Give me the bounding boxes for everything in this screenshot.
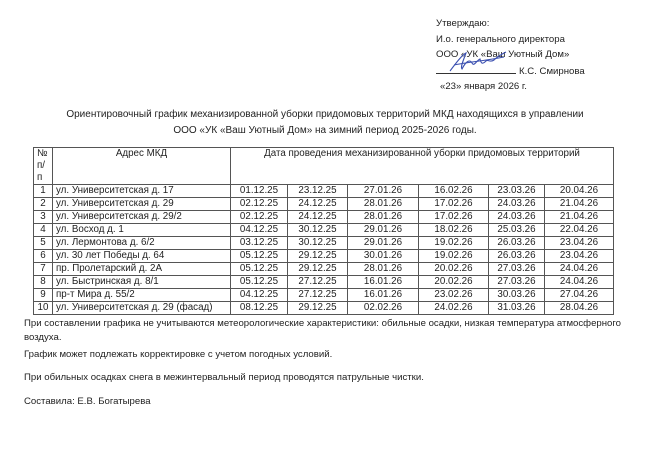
cleaning-date-4: 18.02.26 bbox=[419, 224, 489, 237]
cleaning-date-5: 23.03.26 bbox=[489, 185, 545, 198]
row-number: 3 bbox=[34, 211, 53, 224]
row-number: 6 bbox=[34, 250, 53, 263]
row-address: ул. Университетская д. 29 (фасад) bbox=[53, 302, 231, 315]
cleaning-date-3: 02.02.26 bbox=[348, 302, 419, 315]
cleaning-date-4: 19.02.26 bbox=[419, 250, 489, 263]
cleaning-date-5: 30.03.26 bbox=[489, 289, 545, 302]
cleaning-date-5: 24.03.26 bbox=[489, 198, 545, 211]
row-address: ул. Быстринская д. 8/1 bbox=[53, 276, 231, 289]
document-title bbox=[0, 107, 650, 139]
note-1: При составлении графика не учитываются метеорологические характеристики: обильные осадки, низкая температура атмосферного воздуха. bbox=[24, 318, 622, 343]
title-line-1: Ориентировочный график механизированной уборки придомовых территорий МКД находящихся в управлении bbox=[66, 109, 584, 120]
cleaning-date-2: 30.12.25 bbox=[288, 224, 348, 237]
cleaning-date-4: 16.02.26 bbox=[419, 185, 489, 198]
compiled-by: Составила: Е.В. Богатырева bbox=[24, 396, 151, 407]
cleaning-date-6: 20.04.26 bbox=[545, 185, 614, 198]
approver-position: И.о. генерального директора bbox=[436, 33, 565, 45]
table-row bbox=[34, 289, 614, 302]
row-address: ул. Университетская д. 29/2 bbox=[53, 211, 231, 224]
cleaning-date-2: 24.12.25 bbox=[288, 198, 348, 211]
table-row bbox=[34, 263, 614, 276]
cleaning-date-3: 28.01.26 bbox=[348, 263, 419, 276]
note-2: График может подлежать корректировке с учетом погодных условий. bbox=[24, 349, 333, 360]
signature-field bbox=[436, 63, 516, 74]
cleaning-date-5: 24.03.26 bbox=[489, 211, 545, 224]
cleaning-date-4: 24.02.26 bbox=[419, 302, 489, 315]
cleaning-date-4: 17.02.26 bbox=[419, 211, 489, 224]
row-number: 9 bbox=[34, 289, 53, 302]
table-row bbox=[34, 224, 614, 237]
row-number: 8 bbox=[34, 276, 53, 289]
cleaning-date-2: 23.12.25 bbox=[288, 185, 348, 198]
row-address: ул. Университетская д. 29 bbox=[53, 198, 231, 211]
cleaning-date-5: 25.03.26 bbox=[489, 224, 545, 237]
cleaning-date-1: 03.12.25 bbox=[231, 237, 288, 250]
cleaning-date-3: 30.01.26 bbox=[348, 250, 419, 263]
signatory-name: К.С. Смирнова bbox=[519, 65, 585, 77]
cleaning-date-1: 05.12.25 bbox=[231, 263, 288, 276]
cleaning-date-3: 27.01.26 bbox=[348, 185, 419, 198]
header-dates: Дата проведения механизированной уборки придомовых территорий bbox=[231, 148, 614, 185]
cleaning-date-6: 24.04.26 bbox=[545, 276, 614, 289]
row-number: 5 bbox=[34, 237, 53, 250]
row-address: пр-т Мира д. 55/2 bbox=[53, 289, 231, 302]
row-address: ул. Восход д. 1 bbox=[53, 224, 231, 237]
header-address: Адрес МКД bbox=[53, 148, 231, 185]
cleaning-date-2: 27.12.25 bbox=[288, 276, 348, 289]
table-row bbox=[34, 237, 614, 250]
table-row bbox=[34, 302, 614, 315]
approval-block bbox=[436, 16, 585, 95]
row-address: ул. Лермонтова д. 6/2 bbox=[53, 237, 231, 250]
cleaning-date-3: 28.01.26 bbox=[348, 211, 419, 224]
row-number: 7 bbox=[34, 263, 53, 276]
handwritten-signature-icon bbox=[448, 51, 508, 73]
cleaning-date-4: 20.02.26 bbox=[419, 263, 489, 276]
cleaning-date-5: 27.03.26 bbox=[489, 276, 545, 289]
cleaning-date-1: 02.12.25 bbox=[231, 198, 288, 211]
cleaning-date-2: 24.12.25 bbox=[288, 211, 348, 224]
table-row bbox=[34, 276, 614, 289]
row-number: 4 bbox=[34, 224, 53, 237]
cleaning-date-2: 27.12.25 bbox=[288, 289, 348, 302]
cleaning-date-5: 31.03.26 bbox=[489, 302, 545, 315]
approver-company: ООО «УК «Ваш Уютный Дом» bbox=[436, 49, 570, 60]
cleaning-date-6: 24.04.26 bbox=[545, 263, 614, 276]
approve-label: Утверждаю: bbox=[436, 18, 490, 29]
cleaning-date-2: 29.12.25 bbox=[288, 250, 348, 263]
cleaning-date-6: 21.04.26 bbox=[545, 211, 614, 224]
cleaning-date-1: 01.12.25 bbox=[231, 185, 288, 198]
cleaning-date-5: 26.03.26 bbox=[489, 237, 545, 250]
row-address: ул. Университетская д. 17 bbox=[53, 185, 231, 198]
cleaning-date-3: 29.01.26 bbox=[348, 237, 419, 250]
row-number: 1 bbox=[34, 185, 53, 198]
cleaning-date-2: 29.12.25 bbox=[288, 263, 348, 276]
cleaning-date-6: 27.04.26 bbox=[545, 289, 614, 302]
cleaning-date-6: 23.04.26 bbox=[545, 250, 614, 263]
cleaning-date-5: 27.03.26 bbox=[489, 263, 545, 276]
cleaning-date-1: 04.12.25 bbox=[231, 224, 288, 237]
table-row bbox=[34, 211, 614, 224]
cleaning-date-2: 29.12.25 bbox=[288, 302, 348, 315]
cleaning-date-4: 20.02.26 bbox=[419, 276, 489, 289]
cleaning-date-5: 26.03.26 bbox=[489, 250, 545, 263]
cleaning-date-2: 30.12.25 bbox=[288, 237, 348, 250]
row-address: ул. 30 лет Победы д. 64 bbox=[53, 250, 231, 263]
row-number: 2 bbox=[34, 198, 53, 211]
signature-line bbox=[436, 63, 585, 80]
cleaning-date-6: 23.04.26 bbox=[545, 237, 614, 250]
cleaning-schedule-table bbox=[33, 147, 614, 315]
cleaning-date-4: 19.02.26 bbox=[419, 237, 489, 250]
cleaning-date-1: 05.12.25 bbox=[231, 276, 288, 289]
row-address: пр. Пролетарский д. 2А bbox=[53, 263, 231, 276]
approval-date: «23» января 2026 г. bbox=[440, 81, 527, 92]
cleaning-date-1: 02.12.25 bbox=[231, 211, 288, 224]
table-row bbox=[34, 250, 614, 263]
cleaning-date-4: 17.02.26 bbox=[419, 198, 489, 211]
cleaning-date-6: 22.04.26 bbox=[545, 224, 614, 237]
cleaning-date-6: 28.04.26 bbox=[545, 302, 614, 315]
cleaning-date-3: 16.01.26 bbox=[348, 276, 419, 289]
cleaning-date-3: 16.01.26 bbox=[348, 289, 419, 302]
cleaning-date-1: 04.12.25 bbox=[231, 289, 288, 302]
header-num: № п/п bbox=[34, 148, 53, 185]
cleaning-date-1: 05.12.25 bbox=[231, 250, 288, 263]
title-line-2: ООО «УК «Ваш Уютный Дом» на зимний период 2025-2026 годы. bbox=[173, 125, 477, 136]
table-row bbox=[34, 198, 614, 211]
cleaning-date-3: 29.01.26 bbox=[348, 224, 419, 237]
cleaning-date-3: 28.01.26 bbox=[348, 198, 419, 211]
table-row bbox=[34, 185, 614, 198]
cleaning-date-1: 08.12.25 bbox=[231, 302, 288, 315]
table-header-row bbox=[34, 148, 614, 185]
cleaning-date-4: 23.02.26 bbox=[419, 289, 489, 302]
note-3: При обильных осадках снега в межинтервальный период проводятся патрульные чистки. bbox=[24, 372, 424, 383]
row-number: 10 bbox=[34, 302, 53, 315]
cleaning-date-6: 21.04.26 bbox=[545, 198, 614, 211]
